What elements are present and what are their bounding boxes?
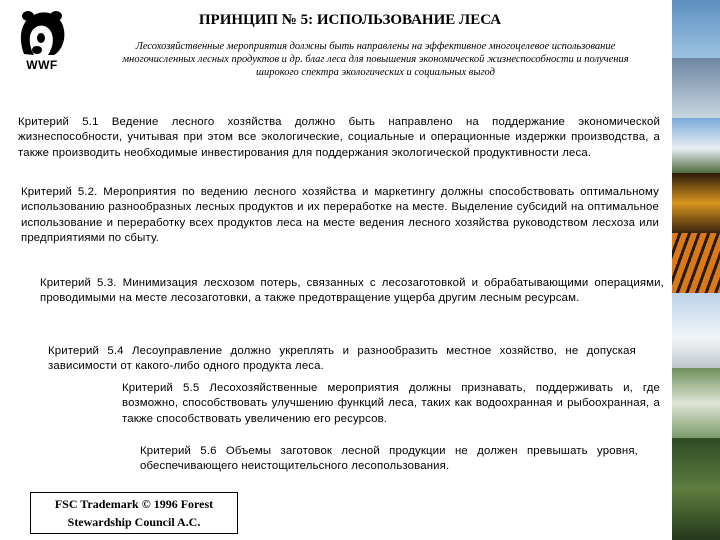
panda-icon xyxy=(14,8,70,58)
criterion-5-3: Критерий 5.3. Минимизация лесхозом потерь, связанных с лесозаготовкой и обрабатывающими операциями, проводимыми на месте лесозаготовки, а также предотвращение ущерба другим лесным ресурсам. xyxy=(40,277,664,305)
page-title: ПРИНЦИП № 5: ИСПОЛЬЗОВАНИЕ ЛЕСА xyxy=(198,12,502,28)
fsc-trademark-box xyxy=(30,492,238,534)
wwf-logo-text: WWF xyxy=(26,58,58,72)
page-subtitle: Лесохозяйственные мероприятия должны быть направлены на эффективное многоцелевое использование многочисленных лесных продуктов и др. благ леса для повышения экономической жизнеспособности и получения широкого спектра экологических и социальных выгод xyxy=(122,41,629,78)
photo-animal-water xyxy=(672,58,720,118)
criterion-5-1: Критерий 5.1 Ведение лесного хозяйства должно быть направлено на поддержание экономической жизнеспособности, учитывая при этом все экологические, социальные и операционные издержки производства, а также производить необходимые инвестирования для поддержания экологической продуктивности леса. xyxy=(18,116,660,159)
fsc-line-2: Stewardship Council A.C. xyxy=(67,515,201,529)
photo-sky-tree xyxy=(672,0,720,58)
wwf-logo xyxy=(14,8,70,74)
criterion-5-5: Критерий 5.5 Лесохозяйственные мероприятия должны признавать, поддерживать и, где возможно, способствовать улучшению функций леса, таких как водоохранная и рыбоохранная, а также способствовать увеличению его ресурсов. xyxy=(122,382,660,425)
photo-sunset xyxy=(672,173,720,233)
criterion-5-6: Критерий 5.6 Объемы заготовок лесной продукции не должен превышать уровня, обеспечивающего неистощительсного лесопользования. xyxy=(140,445,638,473)
fsc-line-1: FSC Trademark © 1996 Forest xyxy=(54,497,214,511)
photo-forest xyxy=(672,438,720,540)
photo-strip xyxy=(672,0,720,540)
photo-tiger xyxy=(672,233,720,293)
photo-snowy-trees xyxy=(672,293,720,368)
criterion-5-2: Критерий 5.2. Мероприятия по ведению лесного хозяйства и маркетингу должны способствовать оптимальному использованию разнообразных лесных продуктов и их переработке на месте. Выделение субсидий на оптимальное использование и переработку всех продуктов леса на месте ведения лесного хозяйства руководством лесхоза или предприятиями по сбыту. xyxy=(21,186,659,245)
criterion-5-4: Критерий 5.4 Лесоуправление должно укреплять и разнообразить местное хозяйство, не допуская зависимости от какого-либо одного продукта леса. xyxy=(48,345,636,373)
photo-birds xyxy=(672,368,720,438)
photo-mountains xyxy=(672,118,720,173)
